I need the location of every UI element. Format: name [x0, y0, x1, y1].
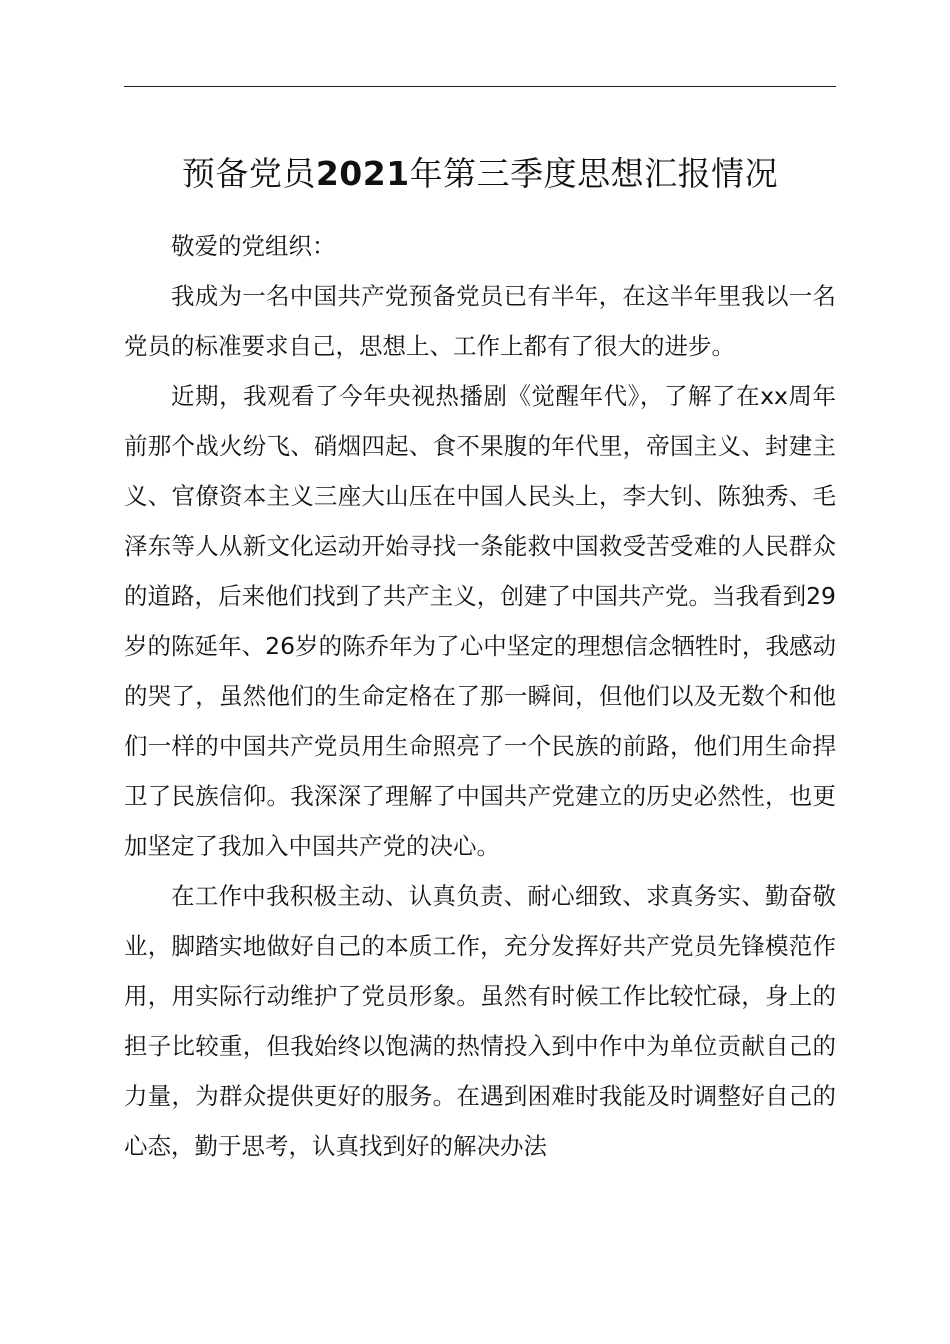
title-prefix: 预备党员 [181, 154, 316, 193]
paragraph-3: 在工作中我积极主动、认真负责、耐心细致、求真务实、勤奋敬业，脚踏实地做好自己的本质工作，充分发挥好共产党员先锋模范作用，用实际行动维护了党员形象。虽然有时候工作比较忙碌，身上的担子比较重，但我始终以饱满的热情投入到中作中为单位贡献自己的力量，为群众提供更好的服务。在遇到困难时我能及时调整好自己的心态，勤于思考，认真找到好的解决办法 [124, 882, 836, 1160]
document-title [124, 148, 836, 200]
paragraph-2: 近期，我观看了今年央视热播剧《觉醒年代》，了解了在xx周年前那个战火纷飞、硝烟四起、食不果腹的年代里，帝国主义、封建主义、官僚资本主义三座大山压在中国人民头上，李大钊、陈独秀、毛泽东等人从新文化运动开始寻找一条能救中国救受苦受难的人民群众的道路，后来他们找到了共产主义，创建了中国共产党。当我看到29岁的陈延年、26岁的陈乔年为了心中坚定的理想信念牺牲时，我感动的哭了，虽然他们的生命定格在了那一瞬间，但他们以及无数个和他们一样的中国共产党员用生命照亮了一个民族的前路，他们用生命捍卫了民族信仰。我深深了理解了中国共产党建立的历史必然性，也更加坚定了我加入中国共产党的决心。 [124, 382, 836, 860]
paragraph-1: 我成为一名中国共产党预备党员已有半年，在这半年里我以一名党员的标准要求自己，思想上、工作上都有了很大的进步。 [124, 282, 836, 360]
title-year: 2021 [315, 154, 410, 193]
title-suffix: 年第三季度思想汇报情况 [409, 154, 779, 193]
header-rule [124, 86, 836, 87]
document-body [124, 221, 836, 1171]
salutation: 敬爱的党组织： [171, 232, 336, 260]
